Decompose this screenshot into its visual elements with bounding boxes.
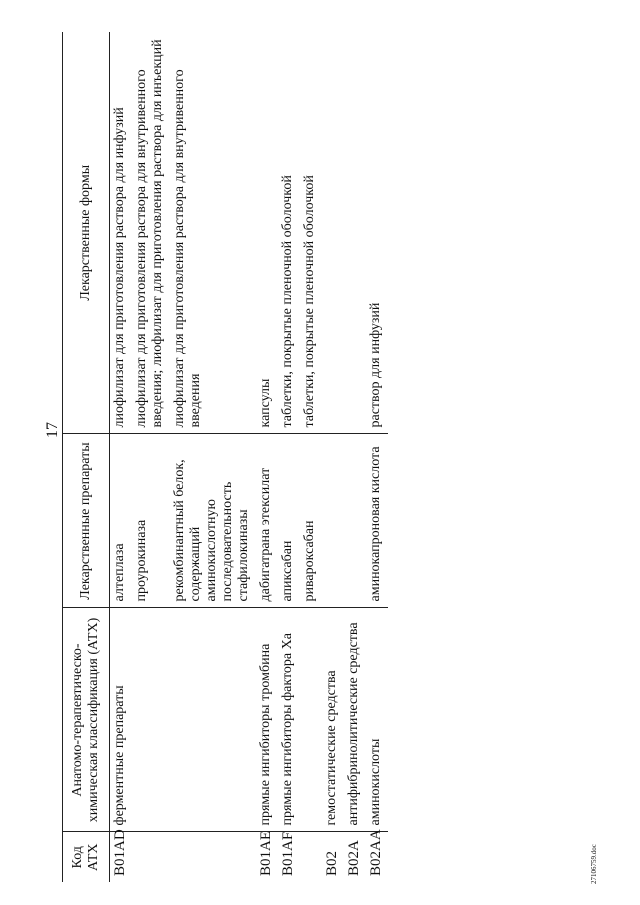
cell-drug: ривароксабан [300, 434, 322, 608]
cell-drug: аминокапроновая кислота [366, 434, 388, 608]
page-number: 17 [44, 422, 61, 438]
cell-form [344, 32, 366, 434]
header-forms: Лекарственные формы [63, 32, 110, 434]
atc-drug-table [62, 32, 388, 882]
cell-atc: антифибринолитические средства [344, 608, 366, 832]
cell-form: лиофилизат для приготовления раствора для инфузий [110, 32, 133, 434]
cell-code: B01AE [258, 831, 274, 876]
cell-atc: ферментные препараты [110, 608, 133, 832]
table-row [300, 32, 322, 882]
cell-atc: аминокислоты [366, 608, 388, 832]
cell-code: B02A [346, 840, 362, 876]
table-header-row [63, 32, 110, 882]
cell-form: лиофилизат для приготовления раствора для внутривенного введения [170, 32, 256, 434]
cell-drug: алтеплаза [110, 434, 133, 608]
cell-atc [170, 608, 256, 832]
cell-form [322, 32, 344, 434]
cell-atc: прямые ингибиторы фактора Xa [278, 608, 300, 832]
cell-drug: дабигатрана этексилат [256, 434, 278, 608]
cell-atc [300, 608, 322, 832]
cell-code: B01AF [280, 831, 296, 876]
cell-atc: гемостатические средства [322, 608, 344, 832]
cell-drug: проурокиназа [132, 434, 170, 608]
cell-form: раствор для инфузий [366, 32, 388, 434]
table-row [322, 32, 344, 882]
footer-filename: 27106759.doc [590, 844, 598, 884]
cell-code: B02 [324, 850, 340, 876]
cell-drug [344, 434, 366, 608]
cell-form: лиофилизат для приготовления раствора для внутривенного введения; лиофилизат для приготовления раствора для инъекций [132, 32, 170, 434]
cell-form: капсулы [256, 32, 278, 434]
header-drugs: Лекарственные препараты [63, 434, 110, 608]
header-atc: Анатомо-терапевтическо-химическая классификация (АТХ) [63, 608, 110, 832]
cell-code [170, 832, 256, 882]
table-row [366, 32, 388, 882]
table-row [132, 32, 170, 882]
table-row [344, 32, 366, 882]
cell-atc [132, 608, 170, 832]
cell-code [132, 832, 170, 882]
cell-drug [322, 434, 344, 608]
table-row [278, 32, 300, 882]
cell-form: таблетки, покрытые пленочной оболочкой [300, 32, 322, 434]
cell-code: B01AD [112, 829, 128, 876]
cell-drug: апиксабан [278, 434, 300, 608]
table-row [170, 32, 256, 882]
cell-form: таблетки, покрытые пленочной оболочкой [278, 32, 300, 434]
cell-code: B02AA [368, 829, 384, 876]
table-top-rule [62, 32, 63, 882]
drug-table-container [62, 32, 572, 882]
table-row [256, 32, 278, 882]
table-row [110, 32, 133, 882]
cell-drug: рекомбинантный белок, содержащий аминокислотную последовательность стафилокиназы [170, 434, 256, 608]
cell-atc: прямые ингибиторы тромбина [256, 608, 278, 832]
header-code: Код АТХ [70, 843, 101, 872]
cell-code [300, 832, 322, 882]
